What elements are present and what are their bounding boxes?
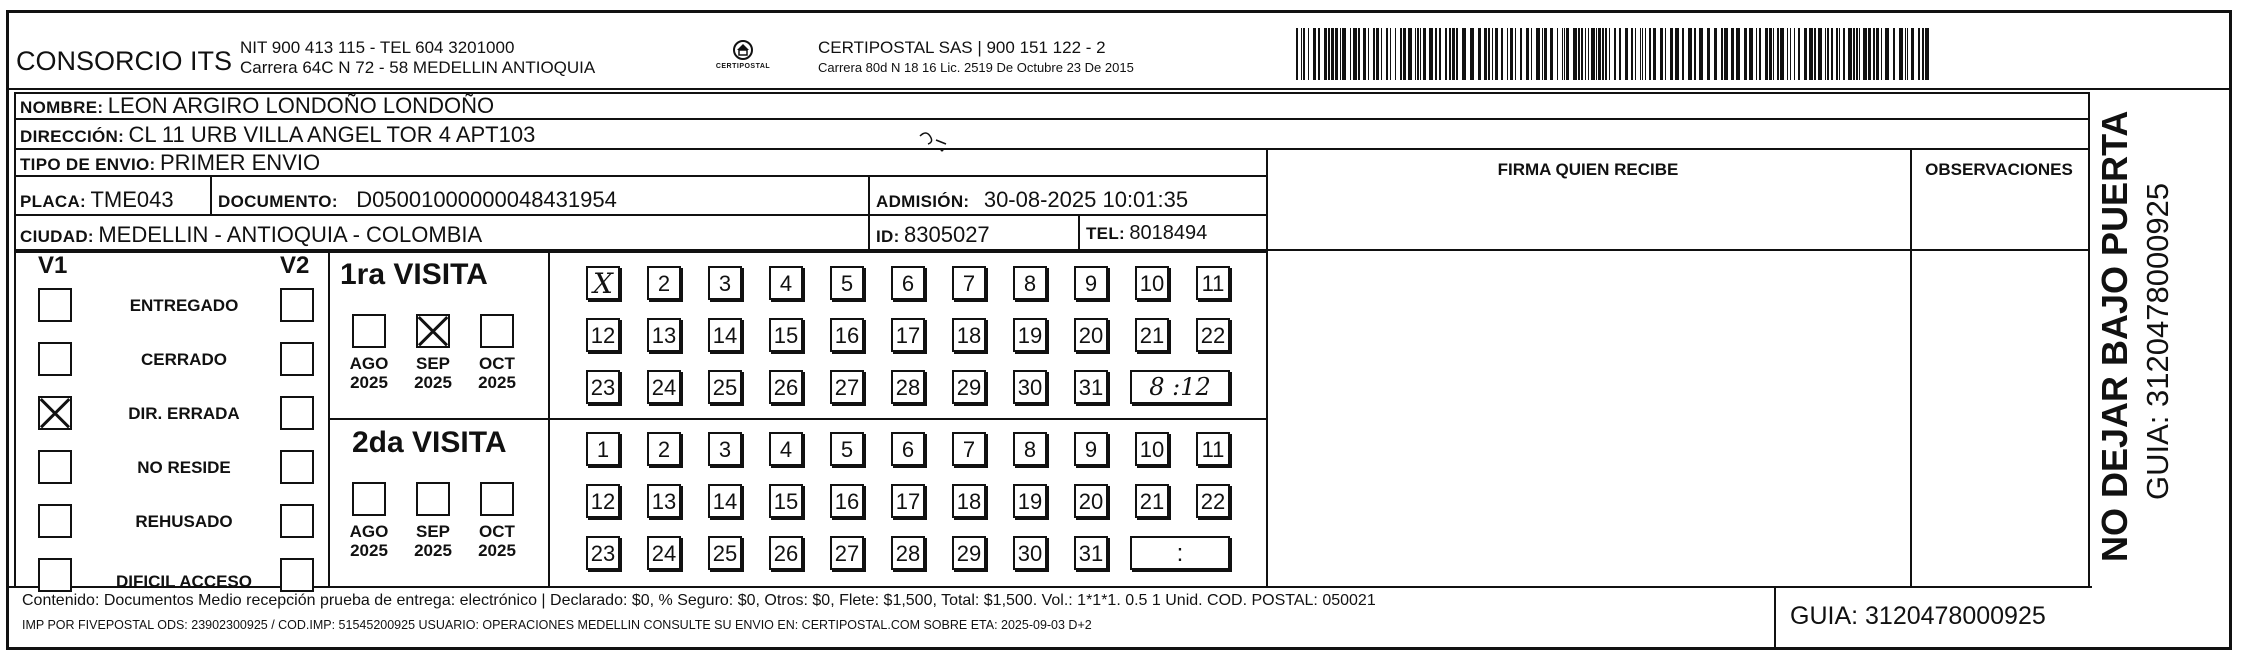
v2-checkbox[interactable] xyxy=(280,450,314,484)
id-value: 8305027 xyxy=(904,222,990,247)
day-cell-27[interactable]: 27 xyxy=(830,536,864,570)
day-cell-30[interactable]: 30 xyxy=(1013,536,1047,570)
v2-checkbox[interactable] xyxy=(280,288,314,322)
day-cell-14[interactable]: 14 xyxy=(708,484,742,518)
side-guia: GUIA: 3120478000925 xyxy=(2140,182,2175,500)
id-field xyxy=(876,222,990,248)
status-label: ENTREGADO xyxy=(129,296,239,315)
day-cell-12[interactable]: 12 xyxy=(586,318,620,352)
ciudad-value: MEDELLIN - ANTIOQUIA - COLOMBIA xyxy=(98,222,483,247)
ciudad-field xyxy=(20,222,482,248)
v2-checkbox[interactable] xyxy=(280,396,314,430)
v1-checkbox[interactable] xyxy=(38,504,72,538)
day-cell-21[interactable]: 21 xyxy=(1135,318,1169,352)
month-year: 2025 xyxy=(414,541,452,560)
v1-checkbox[interactable] xyxy=(38,288,72,322)
second-visit-time[interactable]: : xyxy=(1130,536,1230,570)
carrier-address: Carrera 80d N 18 16 Lic. 2519 De Octubre 23 De 2015 xyxy=(818,60,1134,75)
day-cell-23[interactable]: 23 xyxy=(586,370,620,404)
ciudad-label: CIUDAD: xyxy=(20,227,94,246)
day-cell-25[interactable]: 25 xyxy=(708,536,742,570)
day-cell-4[interactable]: 4 xyxy=(769,266,803,300)
day-cell-7[interactable]: 7 xyxy=(952,266,986,300)
month-label xyxy=(406,354,460,392)
month-name: OCT xyxy=(479,522,515,541)
day-cell-18[interactable]: 18 xyxy=(952,484,986,518)
footer-contents: Contenido: Documentos Medio recepción prueba de entrega: electrónico | Declarado: $0, % Seguro: $0, Otros: $0, Flete: $1,500, Total: $1,500. Vol.: 1*1*1. 0.5 1 Unid. COD. POSTAL: 050021 xyxy=(22,592,1376,609)
admision-field xyxy=(876,187,1188,213)
status-label: REHUSADO xyxy=(135,512,233,531)
day-cell-22[interactable]: 22 xyxy=(1196,318,1230,352)
direccion-label: DIRECCIÓN: xyxy=(20,127,125,146)
month-year: 2025 xyxy=(350,373,388,392)
placa-value: TME043 xyxy=(90,187,174,212)
day-cell-15[interactable]: 15 xyxy=(769,484,803,518)
observaciones-label: OBSERVACIONES xyxy=(1925,160,2073,179)
v1-checkbox[interactable] xyxy=(38,396,72,430)
day-cell-7[interactable]: 7 xyxy=(952,432,986,466)
tel-value: 8018494 xyxy=(1129,222,1208,244)
status-label: DIFICIL ACCESO xyxy=(115,572,252,591)
day-cell-18[interactable]: 18 xyxy=(952,318,986,352)
month-checkbox-oct[interactable] xyxy=(480,482,514,516)
day-cell-28[interactable]: 28 xyxy=(891,536,925,570)
documento-label: DOCUMENTO: xyxy=(218,192,338,211)
month-name: AGO xyxy=(349,354,389,373)
documento-field xyxy=(218,187,617,213)
status-label: DIR. ERRADA xyxy=(128,404,240,423)
first-visit-title: 1ra VISITA xyxy=(340,258,488,291)
month-year: 2025 xyxy=(414,373,452,392)
admision-value: 30-08-2025 10:01:35 xyxy=(983,187,1189,212)
day-cell-3[interactable]: 3 xyxy=(708,266,742,300)
v1-checkbox[interactable] xyxy=(38,450,72,484)
first-visit-time[interactable]: 8 :12 xyxy=(1130,370,1230,404)
day-cell-11[interactable]: 11 xyxy=(1196,266,1230,300)
firma-label: FIRMA QUIEN RECIBE xyxy=(1497,160,1679,179)
day-cell-16[interactable]: 16 xyxy=(830,484,864,518)
day-cell-29[interactable]: 29 xyxy=(952,370,986,404)
day-cell-20[interactable]: 20 xyxy=(1074,318,1108,352)
day-cell-8[interactable]: 8 xyxy=(1013,432,1047,466)
month-label xyxy=(470,522,524,560)
month-label xyxy=(342,522,396,560)
day-cell-20[interactable]: 20 xyxy=(1074,484,1108,518)
day-cell-4[interactable]: 4 xyxy=(769,432,803,466)
month-checkbox-ago[interactable] xyxy=(352,314,386,348)
v2-label: V2 xyxy=(280,252,310,279)
header-divider xyxy=(6,88,2232,90)
nombre-value: LEON ARGIRO LONDOÑO LONDOÑO xyxy=(107,93,495,118)
month-year: 2025 xyxy=(350,541,388,560)
day-cell-28[interactable]: 28 xyxy=(891,370,925,404)
day-cell-1[interactable]: 1 xyxy=(586,432,620,466)
day-cell-26[interactable]: 26 xyxy=(769,536,803,570)
day-cell-9[interactable]: 9 xyxy=(1074,432,1108,466)
v2-checkbox[interactable] xyxy=(280,504,314,538)
month-checkbox-sep[interactable] xyxy=(416,482,450,516)
signature-area[interactable] xyxy=(1268,183,1908,585)
day-cell-13[interactable]: 13 xyxy=(647,484,681,518)
day-cell-21[interactable]: 21 xyxy=(1135,484,1169,518)
day-cell-16[interactable]: 16 xyxy=(830,318,864,352)
company-name: CONSORCIO ITS xyxy=(16,46,233,76)
month-checkbox-ago[interactable] xyxy=(352,482,386,516)
tel-label: TEL: xyxy=(1086,224,1125,243)
id-label: ID: xyxy=(876,227,900,246)
day-cell-1[interactable]: X xyxy=(586,266,620,300)
footer-guia: GUIA: 3120478000925 xyxy=(1790,602,2046,630)
observaciones-area[interactable] xyxy=(1912,183,2086,585)
day-cell-10[interactable]: 10 xyxy=(1135,432,1169,466)
status-label: NO RESIDE xyxy=(137,458,231,477)
direccion-value: CL 11 URB VILLA ANGEL TOR 4 APT103 xyxy=(128,122,536,147)
v1-label: V1 xyxy=(38,252,68,279)
month-name: SEP xyxy=(415,522,451,541)
day-cell-31[interactable]: 31 xyxy=(1074,370,1108,404)
month-year: 2025 xyxy=(478,541,516,560)
ink-mark xyxy=(916,126,952,154)
day-cell-6[interactable]: 6 xyxy=(891,266,925,300)
day-cell-23[interactable]: 23 xyxy=(586,536,620,570)
day-cell-24[interactable]: 24 xyxy=(647,370,681,404)
day-cell-25[interactable]: 25 xyxy=(708,370,742,404)
month-label xyxy=(470,354,524,392)
month-label xyxy=(406,522,460,560)
nombre-label: NOMBRE: xyxy=(20,98,104,117)
day-cell-2[interactable]: 2 xyxy=(647,266,681,300)
second-visit-title: 2da VISITA xyxy=(352,426,507,459)
v2-checkbox[interactable] xyxy=(280,558,314,592)
tipo-envio-field xyxy=(20,150,320,176)
month-checkbox-oct[interactable] xyxy=(480,314,514,348)
placa-label: PLACA: xyxy=(20,192,87,211)
admision-label: ADMISIÓN: xyxy=(876,192,970,211)
month-name: AGO xyxy=(349,522,389,541)
day-cell-5[interactable]: 5 xyxy=(830,266,864,300)
day-cell-9[interactable]: 9 xyxy=(1074,266,1108,300)
day-cell-26[interactable]: 26 xyxy=(769,370,803,404)
day-cell-30[interactable]: 30 xyxy=(1013,370,1047,404)
day-cell-31[interactable]: 31 xyxy=(1074,536,1108,570)
footer-print-info: IMP POR FIVEPOSTAL ODS: 23902300925 / COD.IMP: 51545200925 USUARIO: OPERACIONES MEDELLIN CONSULTE SU ENVIO EN: CERTIPOSTAL.COM SOBRE ETA: 2025-09-03 D+2 xyxy=(22,618,1092,632)
day-cell-11[interactable]: 11 xyxy=(1196,432,1230,466)
day-cell-5[interactable]: 5 xyxy=(830,432,864,466)
day-cell-10[interactable]: 10 xyxy=(1135,266,1169,300)
day-cell-22[interactable]: 22 xyxy=(1196,484,1230,518)
day-cell-24[interactable]: 24 xyxy=(647,536,681,570)
day-cell-2[interactable]: 2 xyxy=(647,432,681,466)
tel-field xyxy=(1086,222,1207,245)
day-cell-8[interactable]: 8 xyxy=(1013,266,1047,300)
day-cell-12[interactable]: 12 xyxy=(586,484,620,518)
day-cell-19[interactable]: 19 xyxy=(1013,484,1047,518)
day-cell-29[interactable]: 29 xyxy=(952,536,986,570)
tipo-envio-value: PRIMER ENVIO xyxy=(159,150,321,175)
tipo-envio-label: TIPO DE ENVIO: xyxy=(20,155,156,174)
placa-field xyxy=(20,187,174,213)
day-cell-13[interactable]: 13 xyxy=(647,318,681,352)
company-nit: NIT 900 413 115 - TEL 604 3201000 xyxy=(240,38,515,57)
day-cell-17[interactable]: 17 xyxy=(891,484,925,518)
no-dejar-notice: NO DEJAR BAJO PUERTA xyxy=(2094,110,2135,562)
day-cell-15[interactable]: 15 xyxy=(769,318,803,352)
company-address: Carrera 64C N 72 - 58 MEDELLIN ANTIOQUIA xyxy=(240,58,596,77)
day-cell-27[interactable]: 27 xyxy=(830,370,864,404)
v1-checkbox[interactable] xyxy=(38,342,72,376)
month-label xyxy=(342,354,396,392)
logo-text: CERTIPOSTAL xyxy=(715,63,771,70)
nombre-field xyxy=(20,93,494,119)
day-cell-19[interactable]: 19 xyxy=(1013,318,1047,352)
month-checkbox-sep[interactable] xyxy=(416,314,450,348)
v1-checkbox[interactable] xyxy=(38,558,72,592)
month-year: 2025 xyxy=(478,373,516,392)
direccion-field xyxy=(20,122,535,148)
month-name: OCT xyxy=(479,354,515,373)
day-cell-6[interactable]: 6 xyxy=(891,432,925,466)
documento-value: D05001000000048431954 xyxy=(356,187,617,212)
day-cell-3[interactable]: 3 xyxy=(708,432,742,466)
carrier-name: CERTIPOSTAL SAS | 900 151 122 - 2 xyxy=(818,38,1106,57)
status-label: CERRADO xyxy=(141,350,227,369)
month-name: SEP xyxy=(415,354,451,373)
day-cell-17[interactable]: 17 xyxy=(891,318,925,352)
day-cell-14[interactable]: 14 xyxy=(708,318,742,352)
v2-checkbox[interactable] xyxy=(280,342,314,376)
